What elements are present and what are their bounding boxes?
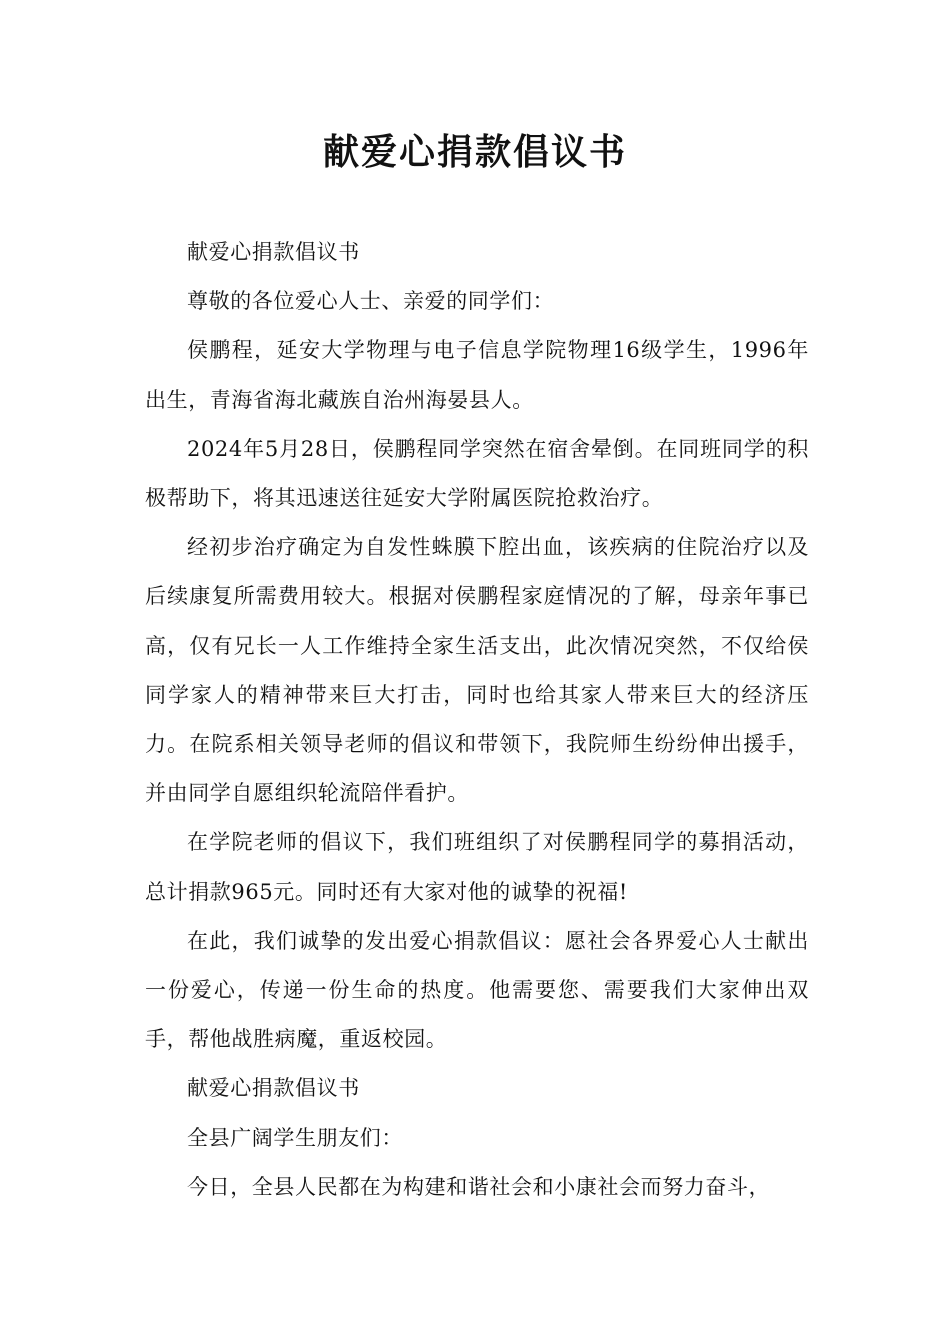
paragraph: 经初步治疗确定为自发性蛛膜下腔出血，该疾病的住院治疗以及后续康复所需费用较大。根据对侯鹏程家庭情况的了解，母亲年事已高，仅有兄长一人工作维持全家生活支出，此次情况突然，不仅给侯同学家人的精神带来巨大打击，同时也给其家人带来巨大的经济压力。在院系相关领导老师的倡议和带领下，我院师生纷纷伸出援手，并由同学自愿组织轮流陪伴看护。 — [145, 535, 809, 806]
document-title: 献爱心捐款倡议书 — [322, 132, 627, 173]
paragraph: 今日，全县人民都在为构建和谐社会和小康社会而努力奋斗， — [187, 1174, 771, 1199]
document-body — [145, 228, 809, 1212]
paragraph: 侯鹏程，延安大学物理与电子信息学院物理16级学生，1996年出生，青海省海北藏族自治州海晏县人。 — [145, 338, 809, 412]
paragraph: 在学院老师的倡议下，我们班组织了对侯鹏程同学的募捐活动，总计捐款965元。同时还有大家对他的诚挚的祝福! — [145, 830, 809, 904]
paragraph-salutation: 尊敬的各位爱心人士、亲爱的同学们： — [187, 289, 555, 314]
paragraph: 在此，我们诚挚的发出爱心捐款倡议：愿社会各界爱心人士献出一份爱心，传递一份生命的热度。他需要您、需要我们大家伸出双手，帮他战胜病魔，重返校园。 — [145, 928, 809, 1052]
paragraph-heading: 献爱心捐款倡议书 — [187, 1076, 360, 1101]
paragraph: 2024年5月28日，侯鹏程同学突然在宿舍晕倒。在同班同学的积极帮助下，将其迅速送往延安大学附属医院抢救治疗。 — [145, 436, 809, 511]
paragraph-heading: 献爱心捐款倡议书 — [187, 240, 360, 264]
paragraph-salutation: 全县广阔学生朋友们： — [187, 1125, 403, 1150]
